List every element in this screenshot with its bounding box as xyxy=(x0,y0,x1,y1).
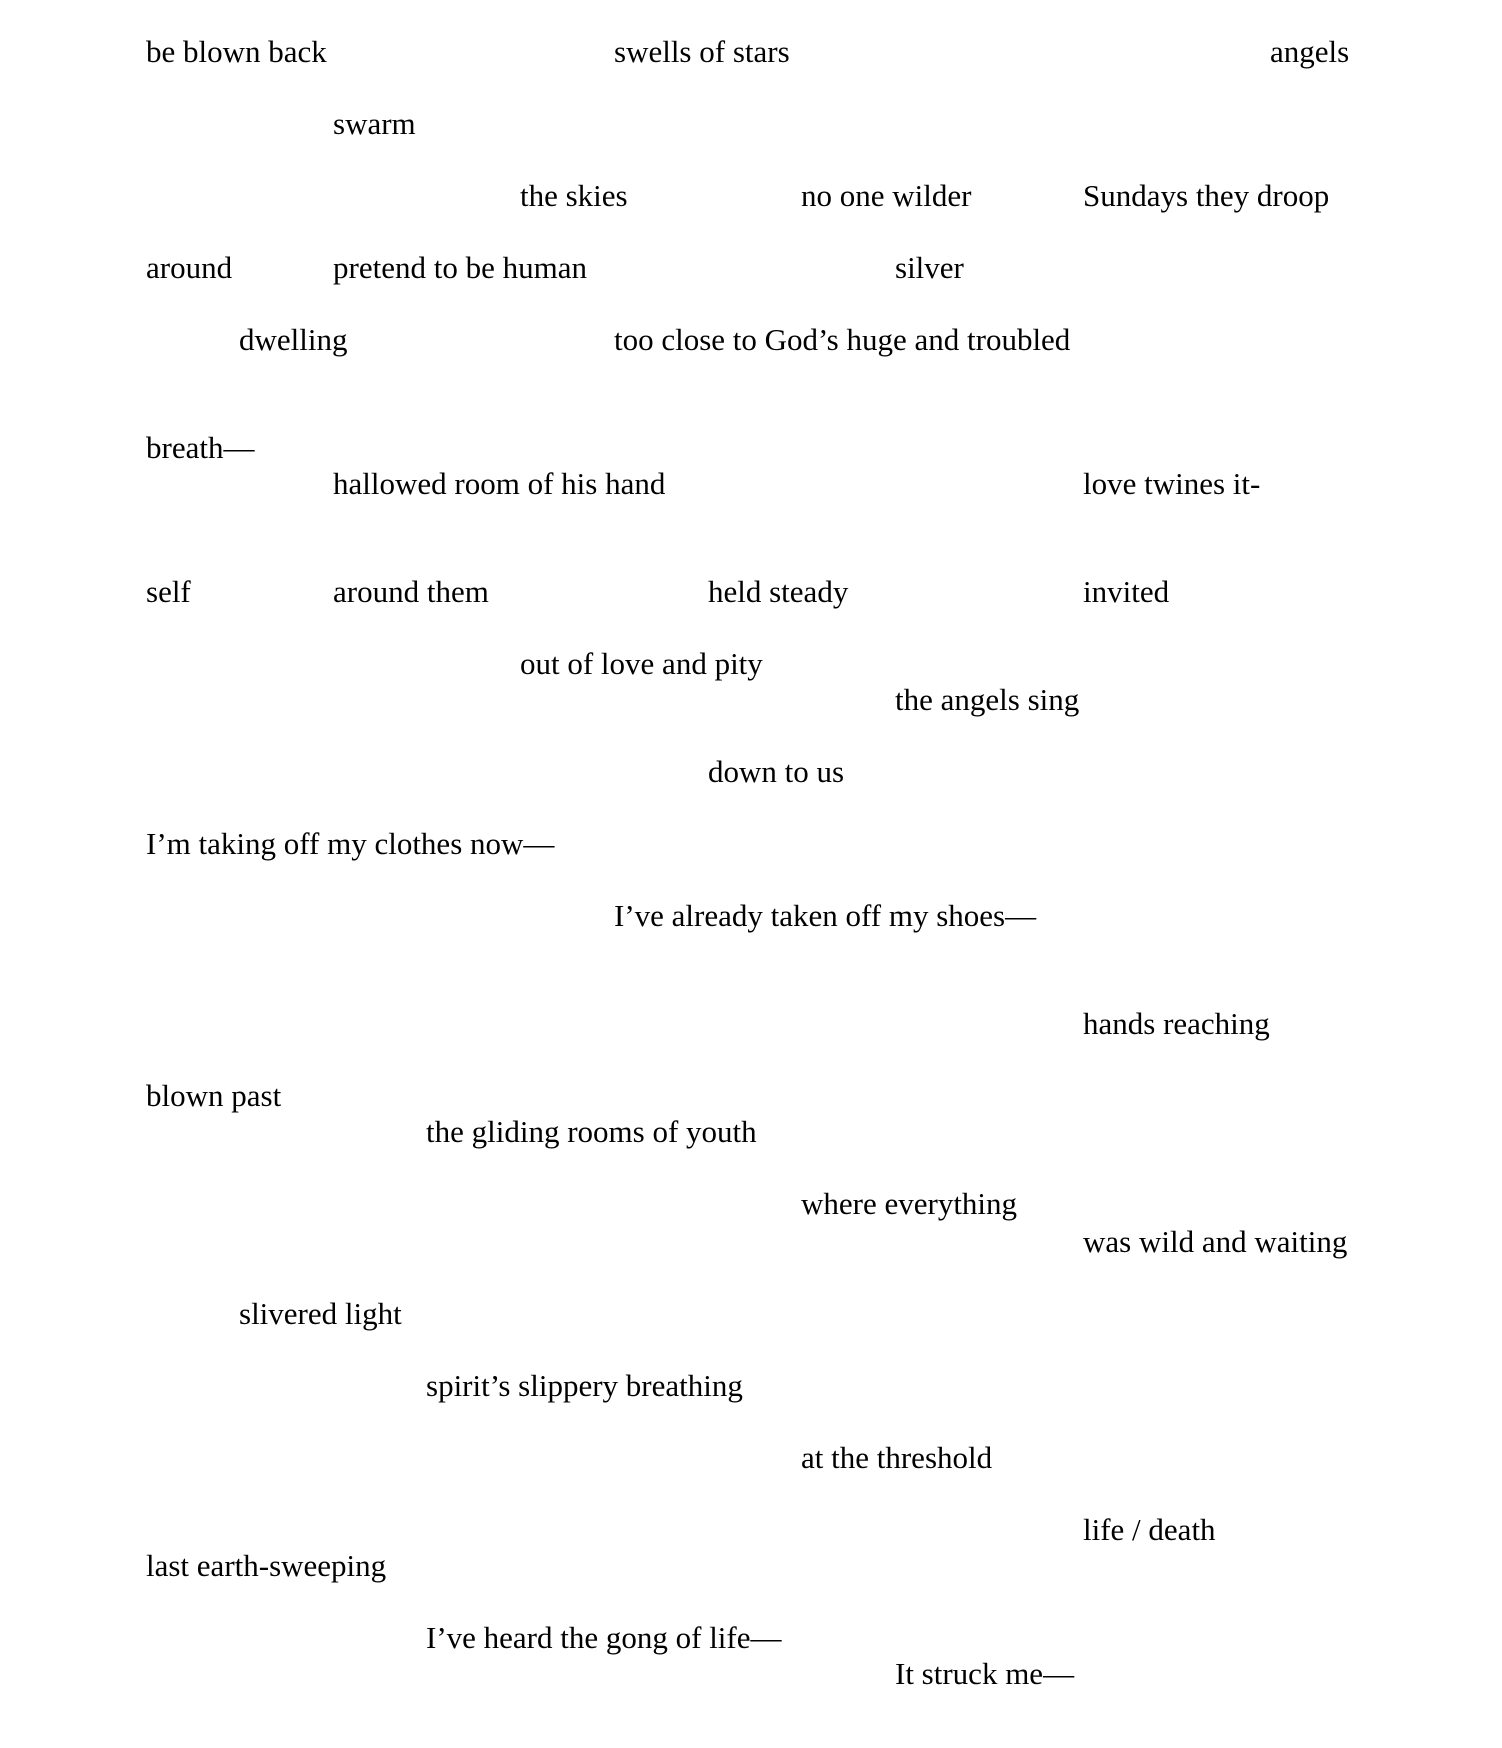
poem-fragment: down to us xyxy=(708,754,845,789)
poem-fragment: It struck me— xyxy=(895,1656,1075,1691)
poem-fragment: around them xyxy=(333,574,489,609)
poem-fragment: held steady xyxy=(708,574,849,609)
poem-fragment: I’ve heard the gong of life— xyxy=(426,1620,782,1655)
poem-fragment: was wild and waiting xyxy=(1083,1224,1348,1259)
poem-fragment: self xyxy=(146,574,191,609)
poem-fragment: the skies xyxy=(520,178,628,213)
poem-fragment: out of love and pity xyxy=(520,646,763,681)
poem-fragment: swells of stars xyxy=(614,34,790,69)
poem-fragment: at the threshold xyxy=(801,1440,993,1475)
poem-fragment: hands reaching xyxy=(1083,1006,1270,1041)
poem-fragment: life / death xyxy=(1083,1512,1216,1547)
poem-fragment: spirit’s slippery breathing xyxy=(426,1368,743,1403)
poem-fragment: around xyxy=(146,250,233,285)
poem-fragment: dwelling xyxy=(239,322,348,357)
poem-fragment: invited xyxy=(1083,574,1170,609)
poem-fragment: I’m taking off my clothes now— xyxy=(146,826,555,861)
poem-fragment: silver xyxy=(895,250,964,285)
poem-fragment: too close to God’s huge and troubled xyxy=(614,322,1071,357)
poem-fragment: be blown back xyxy=(146,34,327,69)
poem-fragment: last earth-sweeping xyxy=(146,1548,387,1583)
poem-fragment: Sundays they droop xyxy=(1083,178,1330,213)
poem-fragment: swarm xyxy=(333,106,416,141)
poem-fragment: blown past xyxy=(146,1078,282,1113)
poem-fragment: love twines it- xyxy=(1083,466,1261,501)
poem-fragment: I’ve already taken off my shoes— xyxy=(614,898,1037,933)
poem-fragment: no one wilder xyxy=(801,178,972,213)
poem-fragment: breath— xyxy=(146,430,255,465)
poem-fragment: angels xyxy=(1270,34,1350,69)
poem-fragment: pretend to be human xyxy=(333,250,587,285)
poem-fragment: the gliding rooms of youth xyxy=(426,1114,757,1149)
poem-fragment: where everything xyxy=(801,1186,1018,1221)
poem-fragment: the angels sing xyxy=(895,682,1080,717)
poem-fragment: slivered light xyxy=(239,1296,402,1331)
poem-fragment: hallowed room of his hand xyxy=(333,466,666,501)
